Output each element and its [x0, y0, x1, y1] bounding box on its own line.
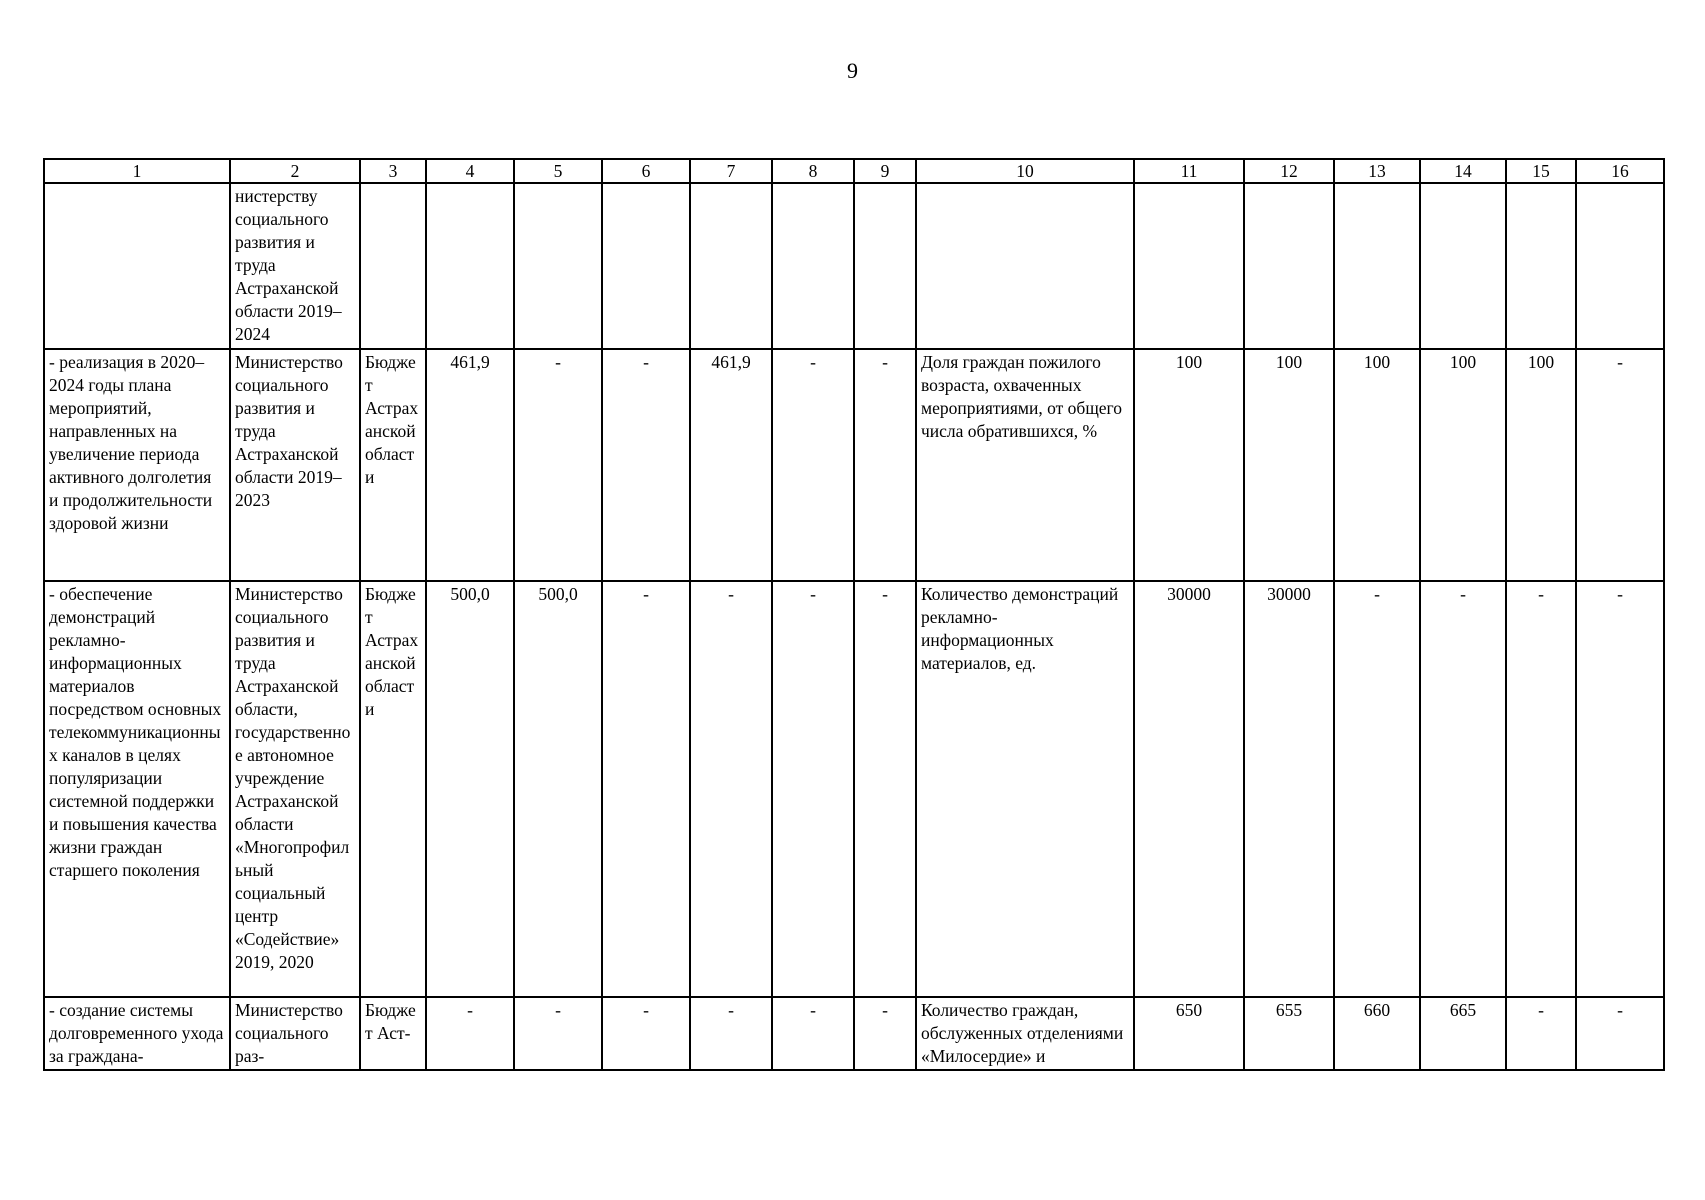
column-header: 16 — [1576, 159, 1664, 183]
table-cell: 100 — [1134, 349, 1244, 581]
table-cell: - — [602, 581, 690, 997]
column-header: 4 — [426, 159, 514, 183]
table-cell: - — [602, 997, 690, 1070]
column-header: 2 — [230, 159, 360, 183]
table-cell: 30000 — [1134, 581, 1244, 997]
table-cell — [44, 183, 230, 349]
table-cell — [602, 183, 690, 349]
table-cell: 100 — [1420, 349, 1506, 581]
table-cell — [690, 183, 772, 349]
table-cell — [772, 183, 854, 349]
table-cell: 100 — [1244, 349, 1334, 581]
table-cell — [514, 183, 602, 349]
table-cell — [1334, 183, 1420, 349]
table-cell: - — [772, 349, 854, 581]
table-cell: - реализация в 2020–2024 годы плана мероприятий, направленных на увеличение периода активного долголетия и продолжительности здоровой жизни — [44, 349, 230, 581]
column-header: 13 — [1334, 159, 1420, 183]
column-header: 14 — [1420, 159, 1506, 183]
table-cell: 655 — [1244, 997, 1334, 1070]
table-cell: Доля граждан пожилого возраста, охваченных мероприятиями, от общего числа обратившихся, % — [916, 349, 1134, 581]
table-cell: Министерство социального развития и труда Астраханской области 2019–2023 — [230, 349, 360, 581]
table-cell: - — [854, 581, 916, 997]
table-row — [44, 349, 1664, 581]
table-cell: 500,0 — [426, 581, 514, 997]
table-cell: 660 — [1334, 997, 1420, 1070]
column-header: 8 — [772, 159, 854, 183]
table-cell: - — [1576, 997, 1664, 1070]
data-table — [43, 158, 1665, 1071]
table-row — [44, 997, 1664, 1070]
table-cell: - — [1506, 997, 1576, 1070]
table-cell: Министерство социального раз- — [230, 997, 360, 1070]
table-cell — [426, 183, 514, 349]
column-header: 15 — [1506, 159, 1576, 183]
table-row — [44, 581, 1664, 997]
table-cell: - — [1420, 581, 1506, 997]
table-cell: - обеспечение демонстраций рекламно-информационных материалов посредством основных телекоммуникационных каналов в целях популяризации системной поддержки и повышения качества жизни граждан старшего поколения — [44, 581, 230, 997]
table-cell: 461,9 — [690, 349, 772, 581]
table-cell: - — [772, 581, 854, 997]
table-cell: Количество граждан, обслуженных отделениями «Милосердие» и — [916, 997, 1134, 1070]
table-cell: 665 — [1420, 997, 1506, 1070]
table-cell: - — [690, 581, 772, 997]
page-number: 9 — [847, 58, 858, 83]
table-cell: Бюджет Астраханской области — [360, 581, 426, 997]
table-cell: - — [854, 997, 916, 1070]
table-cell — [1244, 183, 1334, 349]
table-cell: - — [1576, 349, 1664, 581]
column-header: 9 — [854, 159, 916, 183]
table-row — [44, 183, 1664, 349]
column-header: 11 — [1134, 159, 1244, 183]
column-header: 6 — [602, 159, 690, 183]
table-cell: 650 — [1134, 997, 1244, 1070]
table-cell — [1134, 183, 1244, 349]
table-cell: - — [514, 997, 602, 1070]
table-cell: Количество демонстраций рекламно-информационных материалов, ед. — [916, 581, 1134, 997]
table-cell: Бюджет Астраханской области — [360, 349, 426, 581]
table-cell: 100 — [1506, 349, 1576, 581]
table-cell: - — [514, 349, 602, 581]
table-cell: - — [1506, 581, 1576, 997]
table-cell: - — [1576, 581, 1664, 997]
table-cell — [360, 183, 426, 349]
table-cell: - — [602, 349, 690, 581]
table-cell: Бюджет Аст- — [360, 997, 426, 1070]
column-header: 7 — [690, 159, 772, 183]
table-cell: 30000 — [1244, 581, 1334, 997]
table-cell: - — [690, 997, 772, 1070]
column-header: 12 — [1244, 159, 1334, 183]
table-cell — [1576, 183, 1664, 349]
table-cell: 461,9 — [426, 349, 514, 581]
table-cell: - создание системы долговременного ухода за граждана- — [44, 997, 230, 1070]
table-cell: - — [1334, 581, 1420, 997]
table-cell: 100 — [1334, 349, 1420, 581]
table-cell — [916, 183, 1134, 349]
column-header: 1 — [44, 159, 230, 183]
table-cell — [854, 183, 916, 349]
table-cell: - — [426, 997, 514, 1070]
table-cell — [1420, 183, 1506, 349]
table-cell: 500,0 — [514, 581, 602, 997]
table-cell: Министерство социального развития и труда Астраханской области, государственное автономное учреждение Астраханской области «Многопрофильный социальный центр «Содействие» 2019, 2020 — [230, 581, 360, 997]
table-cell: нистерству социального развития и труда Астраханской области 2019–2024 — [230, 183, 360, 349]
column-header: 5 — [514, 159, 602, 183]
table-cell: - — [772, 997, 854, 1070]
column-number-row — [44, 159, 1664, 183]
table-cell: - — [854, 349, 916, 581]
table-cell — [1506, 183, 1576, 349]
column-header: 10 — [916, 159, 1134, 183]
column-header: 3 — [360, 159, 426, 183]
